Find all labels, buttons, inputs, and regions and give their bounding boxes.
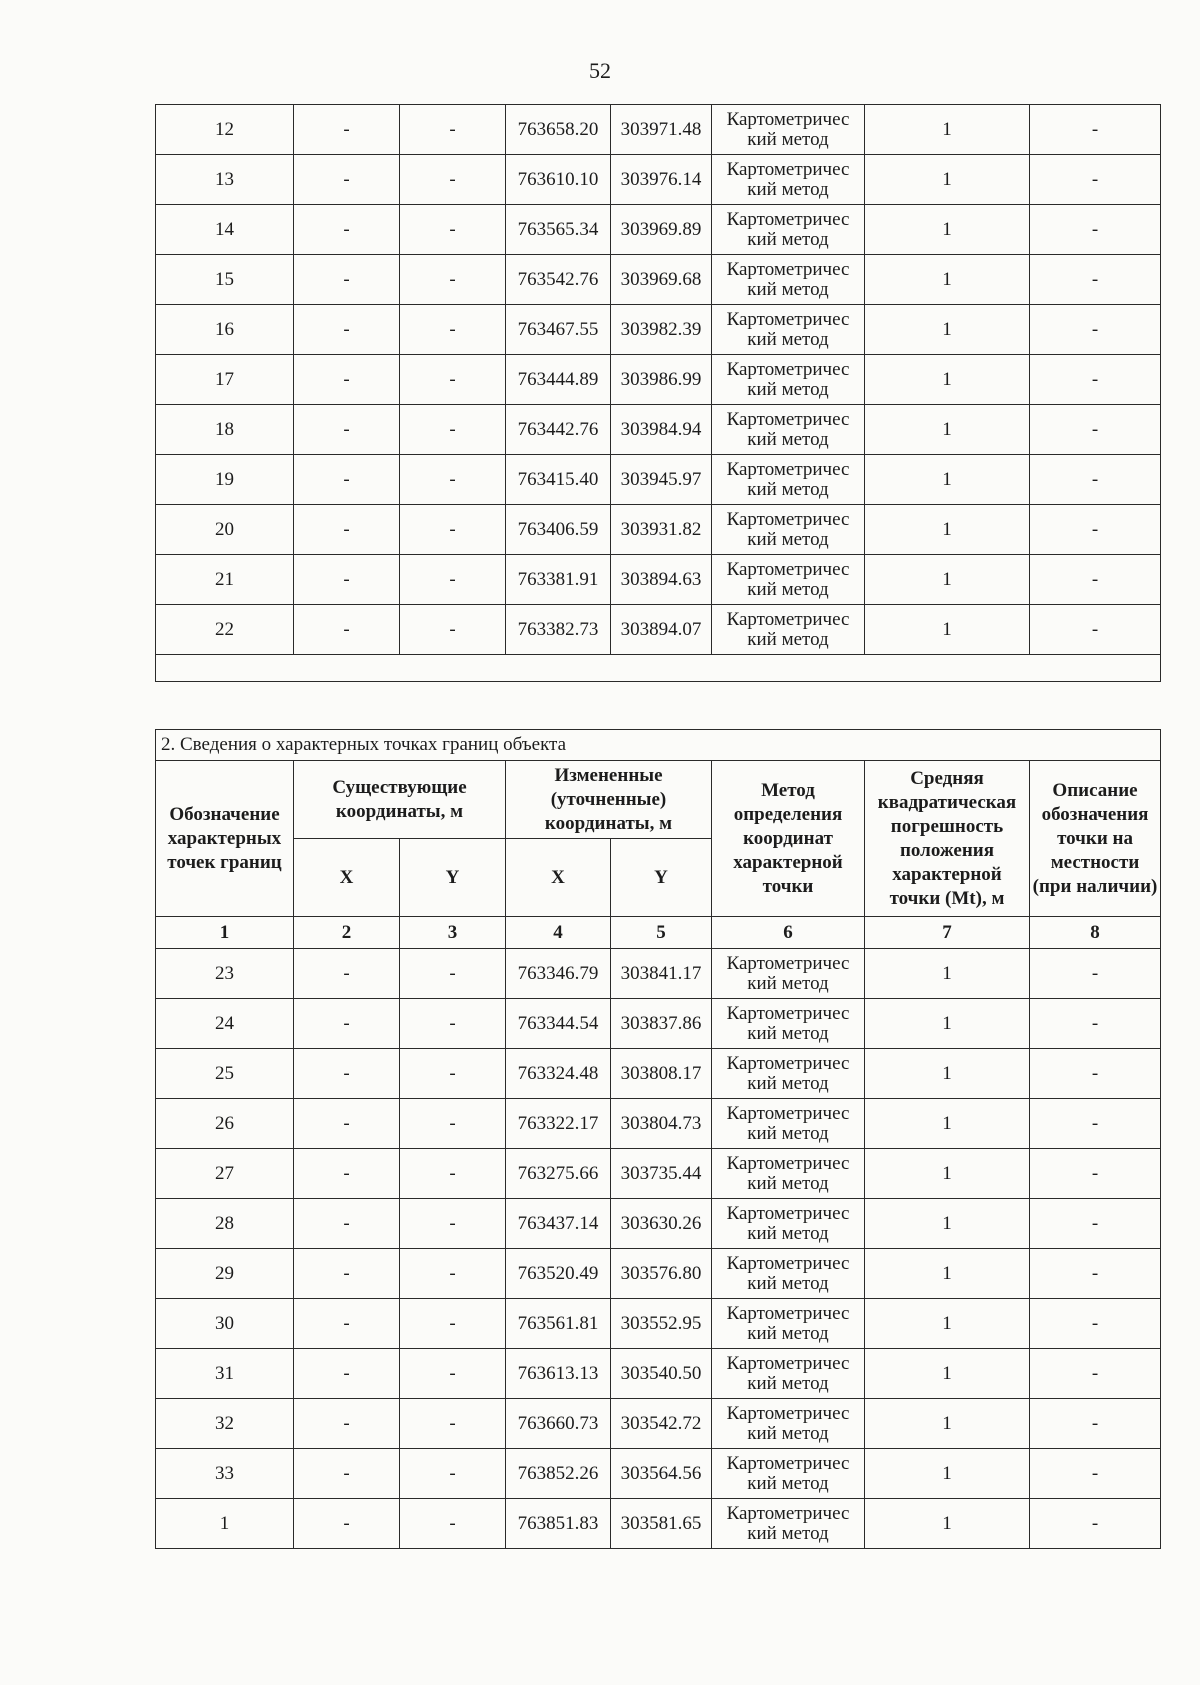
changed-y-cell: 303564.56: [611, 1449, 712, 1499]
changed-x-cell: 763542.76: [506, 255, 611, 305]
changed-y-cell: 303894.63: [611, 555, 712, 605]
point-number-cell: 33: [156, 1449, 294, 1499]
column-number-cell: 2: [294, 917, 400, 949]
column-number-cell: 3: [400, 917, 506, 949]
changed-x-cell: 763381.91: [506, 555, 611, 605]
method-line: Картометричес: [726, 458, 850, 480]
point-number-cell: 27: [156, 1149, 294, 1199]
method-cell: [712, 1449, 865, 1499]
accuracy-cell: 1: [865, 1499, 1030, 1549]
description-cell: -: [1030, 155, 1161, 205]
header-designation: Обозначение характерных точек границ: [156, 761, 294, 917]
method-line: Картометричес: [726, 508, 850, 530]
table-row: [156, 355, 1161, 405]
header-existing-y: Y: [400, 839, 506, 917]
table-row: [156, 1099, 1161, 1149]
existing-y-cell: -: [400, 1099, 506, 1149]
point-number-cell: 22: [156, 605, 294, 655]
column-number-cell: 7: [865, 917, 1030, 949]
table-title: 2. Сведения о характерных точках границ объекта: [156, 730, 1161, 761]
point-number-cell: 15: [156, 255, 294, 305]
changed-y-cell: 303837.86: [611, 999, 712, 1049]
existing-y-cell: -: [400, 255, 506, 305]
point-number-cell: 24: [156, 999, 294, 1049]
accuracy-cell: 1: [865, 405, 1030, 455]
description-cell: -: [1030, 505, 1161, 555]
table-row: [156, 1149, 1161, 1199]
changed-x-cell: 763442.76: [506, 405, 611, 455]
table-row: [156, 1249, 1161, 1299]
existing-y-cell: -: [400, 155, 506, 205]
method-cell: [712, 1399, 865, 1449]
method-line: кий метод: [747, 278, 829, 300]
changed-x-cell: 763322.17: [506, 1099, 611, 1149]
table-row: [156, 405, 1161, 455]
changed-y-cell: 303894.07: [611, 605, 712, 655]
existing-x-cell: -: [294, 1149, 400, 1199]
accuracy-cell: 1: [865, 1299, 1030, 1349]
method-line: Картометричес: [726, 1102, 850, 1124]
existing-x-cell: -: [294, 405, 400, 455]
existing-x-cell: -: [294, 155, 400, 205]
description-cell: -: [1030, 1249, 1161, 1299]
method-line: Картометричес: [726, 158, 850, 180]
description-cell: -: [1030, 1499, 1161, 1549]
existing-x-cell: -: [294, 1349, 400, 1399]
method-cell: [712, 1299, 865, 1349]
method-line: кий метод: [747, 1522, 829, 1544]
header-existing-coordinates: Существующие координаты, м: [294, 761, 506, 839]
existing-x-cell: -: [294, 355, 400, 405]
table-row: [156, 1399, 1161, 1449]
accuracy-cell: 1: [865, 1149, 1030, 1199]
accuracy-cell: 1: [865, 255, 1030, 305]
method-line: кий метод: [747, 478, 829, 500]
table-row: [156, 1199, 1161, 1249]
changed-y-cell: 303931.82: [611, 505, 712, 555]
description-cell: -: [1030, 555, 1161, 605]
table-row: [156, 155, 1161, 205]
existing-y-cell: -: [400, 1299, 506, 1349]
changed-x-cell: 763851.83: [506, 1499, 611, 1549]
table-row: [156, 1499, 1161, 1549]
method-line: кий метод: [747, 328, 829, 350]
changed-x-cell: 763520.49: [506, 1249, 611, 1299]
method-cell: [712, 455, 865, 505]
method-line: Картометричес: [726, 358, 850, 380]
changed-y-cell: 303540.50: [611, 1349, 712, 1399]
header-method: Метод определения координат характерной точки: [712, 761, 865, 917]
header-changed-x: X: [506, 839, 611, 917]
accuracy-cell: 1: [865, 555, 1030, 605]
accuracy-cell: 1: [865, 455, 1030, 505]
changed-x-cell: 763561.81: [506, 1299, 611, 1349]
accuracy-cell: 1: [865, 1249, 1030, 1299]
table-row: [156, 1449, 1161, 1499]
table-row: [156, 455, 1161, 505]
point-number-cell: 30: [156, 1299, 294, 1349]
existing-x-cell: -: [294, 1199, 400, 1249]
point-number-cell: 21: [156, 555, 294, 605]
header-changed-y: Y: [611, 839, 712, 917]
accuracy-cell: 1: [865, 305, 1030, 355]
changed-x-cell: 763275.66: [506, 1149, 611, 1199]
column-numbers-row: [156, 917, 1161, 949]
table-row: [156, 555, 1161, 605]
existing-y-cell: -: [400, 305, 506, 355]
point-number-cell: 13: [156, 155, 294, 205]
point-number-cell: 25: [156, 1049, 294, 1099]
accuracy-cell: 1: [865, 1199, 1030, 1249]
column-number-cell: 8: [1030, 917, 1161, 949]
boundary-points-table: [155, 729, 1161, 1549]
method-cell: [712, 205, 865, 255]
table-row: [156, 999, 1161, 1049]
changed-y-cell: 303735.44: [611, 1149, 712, 1199]
method-cell: [712, 105, 865, 155]
existing-y-cell: -: [400, 105, 506, 155]
existing-y-cell: -: [400, 455, 506, 505]
changed-y-cell: 303986.99: [611, 355, 712, 405]
method-line: кий метод: [747, 1372, 829, 1394]
description-cell: -: [1030, 305, 1161, 355]
description-cell: -: [1030, 999, 1161, 1049]
description-cell: -: [1030, 605, 1161, 655]
method-cell: [712, 999, 865, 1049]
point-number-cell: 20: [156, 505, 294, 555]
existing-x-cell: -: [294, 605, 400, 655]
method-line: кий метод: [747, 528, 829, 550]
existing-x-cell: -: [294, 555, 400, 605]
method-line: кий метод: [747, 578, 829, 600]
point-number-cell: 28: [156, 1199, 294, 1249]
changed-y-cell: 303808.17: [611, 1049, 712, 1099]
changed-x-cell: 763565.34: [506, 205, 611, 255]
existing-x-cell: -: [294, 205, 400, 255]
changed-x-cell: 763344.54: [506, 999, 611, 1049]
description-cell: -: [1030, 1149, 1161, 1199]
changed-y-cell: 303971.48: [611, 105, 712, 155]
empty-row: [156, 655, 1161, 682]
changed-x-cell: 763346.79: [506, 949, 611, 999]
accuracy-cell: 1: [865, 1049, 1030, 1099]
changed-y-cell: 303581.65: [611, 1499, 712, 1549]
method-line: Картометричес: [726, 608, 850, 630]
changed-y-cell: 303552.95: [611, 1299, 712, 1349]
method-line: кий метод: [747, 1172, 829, 1194]
changed-x-cell: 763610.10: [506, 155, 611, 205]
table-row: [156, 605, 1161, 655]
method-line: Картометричес: [726, 1352, 850, 1374]
method-line: кий метод: [747, 1072, 829, 1094]
method-line: Картометричес: [726, 952, 850, 974]
method-cell: [712, 255, 865, 305]
existing-x-cell: -: [294, 455, 400, 505]
existing-y-cell: -: [400, 1399, 506, 1449]
method-cell: [712, 1149, 865, 1199]
changed-y-cell: 303984.94: [611, 405, 712, 455]
description-cell: -: [1030, 1199, 1161, 1249]
existing-y-cell: -: [400, 205, 506, 255]
table-row: [156, 305, 1161, 355]
existing-x-cell: -: [294, 255, 400, 305]
existing-x-cell: -: [294, 949, 400, 999]
method-cell: [712, 1049, 865, 1099]
changed-x-cell: 763613.13: [506, 1349, 611, 1399]
column-number-cell: 4: [506, 917, 611, 949]
column-number-cell: 5: [611, 917, 712, 949]
header-existing-x: X: [294, 839, 400, 917]
existing-y-cell: -: [400, 605, 506, 655]
point-number-cell: 31: [156, 1349, 294, 1399]
method-cell: [712, 405, 865, 455]
method-line: кий метод: [747, 1422, 829, 1444]
changed-x-cell: 763852.26: [506, 1449, 611, 1499]
method-cell: [712, 305, 865, 355]
changed-y-cell: 303976.14: [611, 155, 712, 205]
existing-y-cell: -: [400, 1249, 506, 1299]
method-line: Картометричес: [726, 408, 850, 430]
table-row: [156, 205, 1161, 255]
accuracy-cell: 1: [865, 1099, 1030, 1149]
accuracy-cell: 1: [865, 1399, 1030, 1449]
table-row: [156, 1299, 1161, 1349]
existing-x-cell: -: [294, 1049, 400, 1099]
accuracy-cell: 1: [865, 105, 1030, 155]
method-line: кий метод: [747, 1022, 829, 1044]
changed-y-cell: 303982.39: [611, 305, 712, 355]
method-line: Картометричес: [726, 1002, 850, 1024]
existing-y-cell: -: [400, 999, 506, 1049]
changed-x-cell: 763382.73: [506, 605, 611, 655]
method-line: кий метод: [747, 1322, 829, 1344]
changed-x-cell: 763658.20: [506, 105, 611, 155]
method-line: кий метод: [747, 628, 829, 650]
point-number-cell: 12: [156, 105, 294, 155]
column-number-cell: 1: [156, 917, 294, 949]
method-line: Картометричес: [726, 1402, 850, 1424]
changed-y-cell: 303542.72: [611, 1399, 712, 1449]
description-cell: -: [1030, 1299, 1161, 1349]
changed-x-cell: 763437.14: [506, 1199, 611, 1249]
description-cell: -: [1030, 455, 1161, 505]
method-cell: [712, 1249, 865, 1299]
existing-y-cell: -: [400, 1449, 506, 1499]
method-line: Картометричес: [726, 1452, 850, 1474]
table-row: [156, 1049, 1161, 1099]
description-cell: -: [1030, 1449, 1161, 1499]
accuracy-cell: 1: [865, 949, 1030, 999]
method-line: Картометричес: [726, 208, 850, 230]
existing-y-cell: -: [400, 555, 506, 605]
existing-y-cell: -: [400, 355, 506, 405]
description-cell: -: [1030, 405, 1161, 455]
table-row: [156, 1349, 1161, 1399]
existing-x-cell: -: [294, 999, 400, 1049]
method-cell: [712, 605, 865, 655]
existing-x-cell: -: [294, 505, 400, 555]
point-number-cell: 19: [156, 455, 294, 505]
existing-y-cell: -: [400, 949, 506, 999]
existing-y-cell: -: [400, 1499, 506, 1549]
accuracy-cell: 1: [865, 1449, 1030, 1499]
changed-x-cell: 763467.55: [506, 305, 611, 355]
boundary-points-table-continued: [155, 104, 1161, 682]
existing-x-cell: -: [294, 1099, 400, 1149]
method-cell: [712, 555, 865, 605]
method-cell: [712, 1349, 865, 1399]
changed-y-cell: 303804.73: [611, 1099, 712, 1149]
method-line: кий метод: [747, 972, 829, 994]
method-line: Картометричес: [726, 1202, 850, 1224]
accuracy-cell: 1: [865, 1349, 1030, 1399]
description-cell: -: [1030, 1349, 1161, 1399]
method-line: Картометричес: [726, 258, 850, 280]
changed-y-cell: 303630.26: [611, 1199, 712, 1249]
changed-y-cell: 303969.89: [611, 205, 712, 255]
existing-y-cell: -: [400, 1149, 506, 1199]
existing-y-cell: -: [400, 1049, 506, 1099]
point-number-cell: 14: [156, 205, 294, 255]
accuracy-cell: 1: [865, 605, 1030, 655]
point-number-cell: 17: [156, 355, 294, 405]
accuracy-cell: 1: [865, 355, 1030, 405]
description-cell: -: [1030, 205, 1161, 255]
method-cell: [712, 949, 865, 999]
method-cell: [712, 1499, 865, 1549]
changed-x-cell: 763660.73: [506, 1399, 611, 1449]
method-cell: [712, 505, 865, 555]
point-number-cell: 16: [156, 305, 294, 355]
point-number-cell: 32: [156, 1399, 294, 1449]
method-cell: [712, 155, 865, 205]
changed-x-cell: 763415.40: [506, 455, 611, 505]
header-description: Описание обозначения точки на местности (при наличии): [1030, 761, 1161, 917]
method-line: кий метод: [747, 1222, 829, 1244]
method-line: Картометричес: [726, 1152, 850, 1174]
method-line: кий метод: [747, 228, 829, 250]
method-line: Картометричес: [726, 108, 850, 130]
description-cell: -: [1030, 355, 1161, 405]
method-line: Картометричес: [726, 1052, 850, 1074]
changed-y-cell: 303945.97: [611, 455, 712, 505]
method-line: кий метод: [747, 1472, 829, 1494]
existing-x-cell: -: [294, 1399, 400, 1449]
accuracy-cell: 1: [865, 205, 1030, 255]
method-line: кий метод: [747, 178, 829, 200]
existing-x-cell: -: [294, 1499, 400, 1549]
description-cell: -: [1030, 1049, 1161, 1099]
accuracy-cell: 1: [865, 999, 1030, 1049]
method-cell: [712, 1199, 865, 1249]
existing-x-cell: -: [294, 1299, 400, 1349]
point-number-cell: 23: [156, 949, 294, 999]
existing-y-cell: -: [400, 1199, 506, 1249]
existing-x-cell: -: [294, 1449, 400, 1499]
existing-x-cell: -: [294, 1249, 400, 1299]
method-cell: [712, 355, 865, 405]
method-line: Картометричес: [726, 558, 850, 580]
point-number-cell: 18: [156, 405, 294, 455]
existing-y-cell: -: [400, 405, 506, 455]
header-changed-coordinates: Измененные (уточненные) координаты, м: [506, 761, 712, 839]
description-cell: -: [1030, 1399, 1161, 1449]
method-line: Картометричес: [726, 1302, 850, 1324]
changed-x-cell: 763324.48: [506, 1049, 611, 1099]
method-line: кий метод: [747, 128, 829, 150]
header-accuracy: Средняя квадратическая погрешность положения характерной точки (Mt), м: [865, 761, 1030, 917]
method-line: кий метод: [747, 378, 829, 400]
method-line: Картометричес: [726, 308, 850, 330]
description-cell: -: [1030, 1099, 1161, 1149]
method-line: Картометричес: [726, 1502, 850, 1524]
method-line: кий метод: [747, 428, 829, 450]
method-line: Картометричес: [726, 1252, 850, 1274]
point-number-cell: 29: [156, 1249, 294, 1299]
page-number: 52: [589, 58, 611, 83]
table-row: [156, 505, 1161, 555]
changed-y-cell: 303841.17: [611, 949, 712, 999]
table-row: [156, 949, 1161, 999]
point-number-cell: 1: [156, 1499, 294, 1549]
changed-y-cell: 303969.68: [611, 255, 712, 305]
accuracy-cell: 1: [865, 505, 1030, 555]
column-number-cell: 6: [712, 917, 865, 949]
existing-x-cell: -: [294, 105, 400, 155]
empty-cell: [156, 655, 1161, 682]
method-line: кий метод: [747, 1272, 829, 1294]
description-cell: -: [1030, 105, 1161, 155]
existing-y-cell: -: [400, 1349, 506, 1399]
accuracy-cell: 1: [865, 155, 1030, 205]
description-cell: -: [1030, 949, 1161, 999]
point-number-cell: 26: [156, 1099, 294, 1149]
method-line: кий метод: [747, 1122, 829, 1144]
existing-x-cell: -: [294, 305, 400, 355]
table-row: [156, 105, 1161, 155]
method-cell: [712, 1099, 865, 1149]
changed-x-cell: 763444.89: [506, 355, 611, 405]
changed-y-cell: 303576.80: [611, 1249, 712, 1299]
description-cell: -: [1030, 255, 1161, 305]
existing-y-cell: -: [400, 505, 506, 555]
changed-x-cell: 763406.59: [506, 505, 611, 555]
table-row: [156, 255, 1161, 305]
